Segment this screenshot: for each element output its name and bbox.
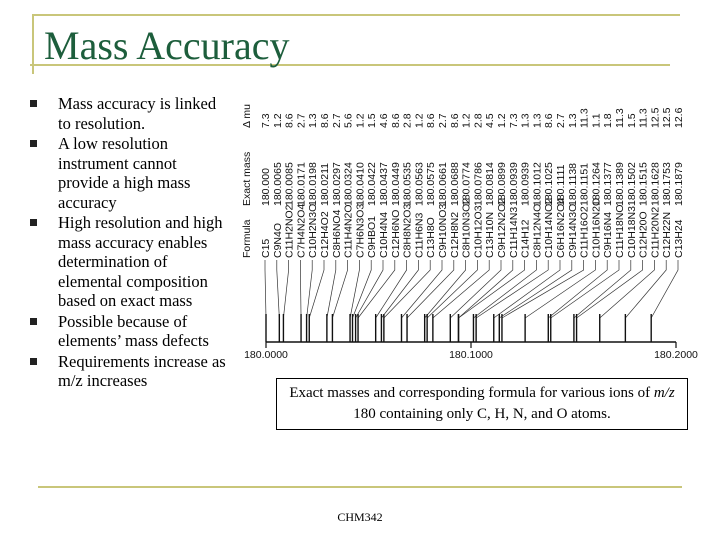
exact-mass-label: 180.1628 [649,162,662,206]
formula-label: C13H10N [484,211,497,258]
footer-text: CHM342 [337,510,383,524]
delta-mu-label: 8.6 [543,113,556,128]
bullet-text: Mass accuracy is linked to resolution. [58,94,217,133]
connector-line [277,260,280,318]
exact-mass-label: 180.0774 [460,162,473,206]
delta-mu-label: 12.6 [673,107,685,128]
formula-label: C9N4O [271,222,284,258]
formula-label: C10H12O3 [472,205,485,258]
exact-mass-label: 180.1138 [566,162,579,206]
connector-line [427,260,477,318]
exact-mass-label: 180.1111 [555,164,567,206]
formula-label: C11H6N3 [413,212,426,258]
exact-mass-label: 180.1879 [673,162,685,206]
delta-mu-label: 1.2 [460,113,473,128]
delta-mu-label: 7.3 [507,113,520,128]
delta-mu-label: 11.3 [614,108,626,128]
formula-label: C11H4N2O [342,204,355,258]
connector-line [327,260,336,318]
bullet-text: Possible because of elements’ mass defects [58,311,209,350]
bullet-item [26,94,226,133]
square-bullet-icon [30,140,37,147]
formula-label: C10H16N2O [590,197,603,258]
delta-mu-label: 12.5 [661,107,674,128]
formula-label: C13H8O [425,217,438,258]
delta-mu-label: 1.3 [307,113,320,128]
delta-mu-label: 1.1 [590,113,603,128]
exact-mass-label: 180.0198 [307,162,320,206]
caption-text-start: Exact masses and corresponding formula for various ions of [289,385,654,401]
formula-label: C10H14NO2 [543,197,556,258]
delta-mu-label: 7.3 [260,113,272,128]
connector-line [265,260,266,318]
exact-mass-label: 180.0437 [378,162,390,206]
exact-mass-label: 180.0085 [283,162,296,206]
delta-mu-label: 1.2 [496,113,508,128]
exact-mass-label: 180.000 [260,168,272,206]
formula-label: C6H16N2O4 [555,197,567,258]
exact-mass-label: 180.1389 [614,162,626,206]
delta-mu-label: 2.7 [555,113,567,128]
formula-label: C7H4N2O4 [295,203,308,258]
exact-mass-label: 180.0171 [295,162,308,206]
connector-line [574,260,631,318]
exact-mass-label: 180.0324 [342,162,355,206]
connector-line [283,260,288,318]
delta-mu-label: 5.6 [342,113,355,128]
delta-mu-label: 1.2 [271,113,284,128]
square-bullet-icon [30,219,37,226]
exact-mass-label: 180.0297 [330,162,343,206]
connector-line [384,260,430,318]
axis-tick-label: 180.2000 [654,349,698,361]
formula-label: C15 [260,238,272,258]
delta-mu-label: 1.3 [531,113,544,128]
delta-mu-label: 1.2 [354,113,367,128]
formula-label: C11H18NO [614,204,626,258]
square-bullet-icon [30,318,37,325]
formula-label: C10H18N3 [625,206,638,258]
delta-mu-label: 2.7 [330,113,343,128]
formula-label: C11H16O2 [578,206,591,258]
delta-mu-label: 8.6 [319,113,331,128]
formula-label: C11H2NO2 [283,204,296,258]
exact-mass-label: 180.0211 [319,162,331,206]
bullet-item [26,134,226,212]
exact-mass-label: 180.0535 [401,162,414,206]
delta-mu-label: 2.8 [472,113,485,128]
connector-line [307,260,313,318]
formula-label: C12H20O [637,211,650,258]
exact-mass-label: 180.1025 [543,162,556,206]
delta-mu-label: 4.5 [484,113,497,128]
formula-label: C9HBO1 [366,215,379,258]
delta-mu-label: 12.5 [649,107,662,128]
delta-mu-label: 2.7 [295,113,308,128]
formula-label: C10H4N4 [378,211,390,258]
delta-mu-label: 2.7 [437,113,449,128]
connector-line [350,260,359,318]
slide-title: Mass Accuracy [44,23,290,68]
formula-label: C9H16N4 [602,211,615,258]
exact-mass-label: 180.0939 [507,162,520,206]
bullet-text: High resolution and high mass accuracy enables determination of elemental composition based on exact mass [58,213,223,310]
connector-line [625,260,666,318]
connector-line [499,260,572,318]
exact-mass-label: 180.1377 [602,162,615,206]
connector-line [651,260,678,318]
exact-mass-header: Exact mass [241,151,253,206]
exact-mass-label: 180.0410 [354,162,367,206]
bottom-rule [38,486,682,488]
formula-label: C7H6N3O3 [354,203,367,258]
delta-mu-label: 11.3 [637,108,650,128]
caption-text-end: 180 containing only C, H, N, and O atoms. [353,406,611,422]
delta-mu-label: 4.6 [378,113,390,128]
formula-label: C9H10NO3 [437,203,449,258]
formula-label: C12H8N2 [448,211,461,258]
delta-mu-label: 1.2 [413,113,426,128]
exact-mass-label: 180.1151 [578,162,591,206]
square-bullet-icon [30,100,37,107]
formula-label: C8H6NO4 [330,209,343,258]
bullet-text: Requirements increase as m/z increases [58,351,226,390]
exact-mass-label: 180.0449 [389,162,402,206]
bullet-text: A low resolution instrument cannot provide a high mass accuracy [58,134,191,212]
exact-mass-figure [234,98,714,368]
axis-tick-label: 180.0000 [244,349,288,361]
exact-mass-label: 180.0422 [366,162,379,206]
exact-mass-label: 180.1502 [625,162,638,206]
bullet-item [26,352,226,391]
figure-caption [276,378,688,430]
connector-line [381,260,418,318]
bullet-item [26,213,226,311]
exact-mass-label: 180.0786 [472,162,485,206]
exact-mass-label: 180.0065 [271,162,284,206]
delta-mu-label: 1.3 [566,113,579,128]
formula-label: C8H10N3O2 [460,197,473,258]
exact-mass-label: 180.0661 [437,162,449,206]
bullet-item [26,312,226,351]
formula-label: C11H20N2 [649,206,662,258]
connector-line [353,260,372,318]
exact-mass-label: 180.1264 [590,162,603,206]
connector-line [473,260,536,318]
exact-mass-label: 180.1753 [661,162,674,206]
formula-label: C13H24 [673,219,685,258]
delta-mu-label: 8.6 [389,113,402,128]
exact-mass-label: 180.1012 [531,162,544,206]
formula-label: C9H14N3O [566,203,579,258]
connector-line [300,260,301,318]
formula-label: C12H22N [661,211,674,258]
exact-mass-label: 180.1515 [637,162,650,206]
exact-mass-label: 180.0575 [425,162,438,206]
square-bullet-icon [30,358,37,365]
exact-mass-label: 180.0899 [496,162,508,206]
connector-line [309,260,324,318]
delta-mu-label: 8.6 [448,113,461,128]
connector-line [494,260,560,318]
bullet-list [26,94,226,392]
formula-label: C8H12N4O [531,203,544,258]
formula-label: C10H2N3O [307,203,320,258]
caption-mz: m/z [653,385,675,401]
exact-mass-label: 180.0814 [484,162,497,206]
formula-header: Formula [241,219,253,258]
formula-label: C9H12N2O2 [496,197,508,258]
formula-label: C8H8N2O3 [401,203,414,258]
delta-mu-label: 8.6 [283,113,296,128]
formula-label: C12H4O2 [319,211,331,258]
delta-mu-label: 8.6 [425,113,438,128]
exact-mass-label: 180.0939 [519,162,532,206]
delta-mu-label: 2.8 [401,113,414,128]
exact-mass-label: 180.0688 [448,162,461,206]
formula-label: C12H6NO [389,209,402,258]
delta-mu-header: Δ mu [241,104,253,128]
connector-line [332,260,347,318]
connector-line [548,260,607,318]
delta-mu-label: 1.8 [602,113,615,128]
delta-mu-label: 1.5 [366,113,379,128]
axis-tick-label: 180.1000 [449,349,493,361]
top-rule [32,14,680,16]
delta-mu-label: 1.3 [519,113,532,128]
formula-label: C11H14N3 [507,206,520,258]
delta-mu-label: 1.5 [625,113,638,128]
formula-label: C14H12 [519,219,532,258]
exact-mass-label: 180.0563 [413,162,426,206]
delta-mu-label: 11.3 [578,108,591,128]
